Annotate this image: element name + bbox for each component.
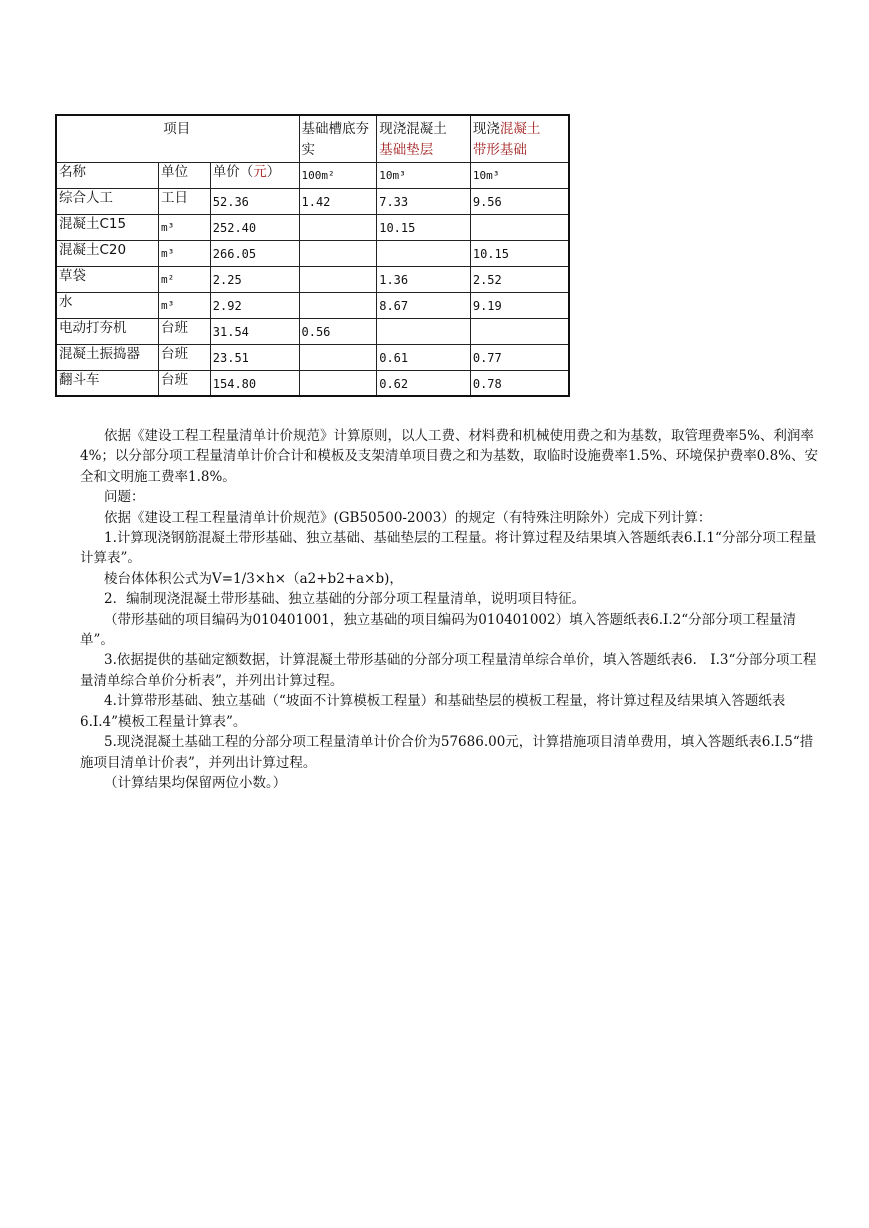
- paragraph-note: （计算结果均保留两位小数。）: [104, 774, 287, 791]
- cell-c3: 9.19: [470, 292, 569, 318]
- cell-price: 2.25: [210, 266, 299, 292]
- paragraph-rates: 依据《建设工程工程量清单计价规范》计算原则，以人工费、材料费和机械使用费之和为基数，取管理费率5%、利润率4%；以分部分项工程量清单计价合计和模板及支架清单项目费之和为基数，取临时设施费率1.5%、环境保护费率0.8%、安全和文明施工费率1.8%。: [80, 428, 819, 485]
- cell-c2: [377, 240, 471, 266]
- cell-c3: 0.77: [470, 344, 569, 370]
- table-row: [56, 266, 569, 292]
- subheader-unit: 单位: [159, 162, 211, 188]
- subheader-unit-col3: 10m³: [470, 162, 569, 188]
- table-row: [56, 370, 569, 396]
- cell-name: 混凝土C20: [56, 240, 159, 266]
- cell-c3: [470, 318, 569, 344]
- cell-name: 混凝土振捣器: [56, 344, 159, 370]
- table-row: [56, 214, 569, 240]
- cell-c1: [299, 292, 377, 318]
- cell-price: 266.05: [210, 240, 299, 266]
- cell-name: 草袋: [56, 266, 159, 292]
- cell-unit: 台班: [159, 370, 211, 396]
- cell-unit: 工日: [159, 188, 211, 214]
- cell-unit: m³: [159, 240, 211, 266]
- cell-c3: 2.52: [470, 266, 569, 292]
- cell-c1: [299, 344, 377, 370]
- problem-text: [80, 426, 820, 793]
- cell-c2: 0.62: [377, 370, 471, 396]
- table-header-row: [56, 115, 569, 162]
- cell-c1: [299, 370, 377, 396]
- cell-c2: 0.61: [377, 344, 471, 370]
- cell-name: 水: [56, 292, 159, 318]
- table-row: [56, 188, 569, 214]
- quota-table: [55, 114, 570, 397]
- cell-price: 252.40: [210, 214, 299, 240]
- subheader-unit-col1: 100m²: [299, 162, 377, 188]
- cell-c1: 0.56: [299, 318, 377, 344]
- table-body: [56, 188, 569, 396]
- cell-c1: [299, 240, 377, 266]
- cell-c1: [299, 266, 377, 292]
- subheader-unit-col2: 10m³: [377, 162, 471, 188]
- cell-c3: 0.78: [470, 370, 569, 396]
- subheader-name: 名称: [56, 162, 159, 188]
- cell-c1: 1.42: [299, 188, 377, 214]
- cell-c2: 1.36: [377, 266, 471, 292]
- paragraph-question-label: 问题：: [104, 489, 145, 506]
- cell-c3: 10.15: [470, 240, 569, 266]
- paragraph-q2-codes: （带形基础的项目编码为010401001，独立基础的项目编码为010401002）填入答题纸表6.Ⅰ.2“分部分项工程量清单”。: [80, 611, 797, 649]
- paragraph-q1: 1.计算现浇钢筋混凝土带形基础、独立基础、基础垫层的工程量。将计算过程及结果填入答题纸表6.Ⅰ.1“分部分项工程量计算表”。: [80, 530, 817, 567]
- cell-price: 2.92: [210, 292, 299, 318]
- paragraph-formula: 棱台体体积公式为V=1/3×h×（a2+b2+a×b)，: [104, 570, 403, 587]
- table-row: [56, 344, 569, 370]
- cell-price: 23.51: [210, 344, 299, 370]
- table-row: [56, 292, 569, 318]
- header-item: 项目: [56, 115, 299, 162]
- cell-c2: [377, 318, 471, 344]
- table-row: [56, 240, 569, 266]
- table-row: [56, 318, 569, 344]
- header-col-tamping: 基础槽底夯实: [299, 115, 377, 162]
- cell-unit: 台班: [159, 318, 211, 344]
- cell-price: 154.80: [210, 370, 299, 396]
- cell-unit: m³: [159, 292, 211, 318]
- cell-unit: m²: [159, 266, 211, 292]
- paragraph-q5: 5.现浇混凝土基础工程的分部分项工程量清单计价合价为57686.00元，计算措施项目清单费用，填入答题纸表6.Ⅰ.5“措施项目清单计价表”，并列出计算过程。: [80, 734, 814, 771]
- cell-c2: 8.67: [377, 292, 471, 318]
- cell-price: 31.54: [210, 318, 299, 344]
- cell-name: 混凝土C15: [56, 214, 159, 240]
- cell-c2: 10.15: [377, 214, 471, 240]
- paragraph-intro: 依据《建设工程工程量清单计价规范》(GB50500-2003）的规定（有特殊注明除外）完成下列计算：: [104, 509, 712, 526]
- cell-c3: 9.56: [470, 188, 569, 214]
- header-col-strip: 现浇混凝土 带形基础: [470, 115, 569, 162]
- cell-c3: [470, 214, 569, 240]
- cell-unit: m³: [159, 214, 211, 240]
- table-subheader-row: [56, 162, 569, 188]
- cell-c2: 7.33: [377, 188, 471, 214]
- cell-price: 52.36: [210, 188, 299, 214]
- subheader-price: 单价（元）: [210, 162, 299, 188]
- cell-c1: [299, 214, 377, 240]
- cell-name: 翻斗车: [56, 370, 159, 396]
- paragraph-q3: 3.依据提供的基础定额数据，计算混凝土带形基础的分部分项工程量清单综合单价，填入答题纸表6. Ⅰ.3“分部分项工程量清单综合单价分析表”，并列出计算过程。: [80, 652, 817, 689]
- cell-name: 电动打夯机: [56, 318, 159, 344]
- paragraph-q4: 4.计算带形基础、独立基础（“坡面不计算模板工程量）和基础垫层的模板工程量，将计算过程及结果填入答题纸表6.Ⅰ.4”模板工程量计算表”。: [80, 693, 786, 730]
- header-col-cushion: 现浇混凝土 基础垫层: [377, 115, 471, 162]
- cell-unit: 台班: [159, 344, 211, 370]
- paragraph-q2: 2．编制现浇混凝土带形基础、独立基础的分部分项工程量清单，说明项目特征。: [104, 591, 586, 608]
- cell-name: 综合人工: [56, 188, 159, 214]
